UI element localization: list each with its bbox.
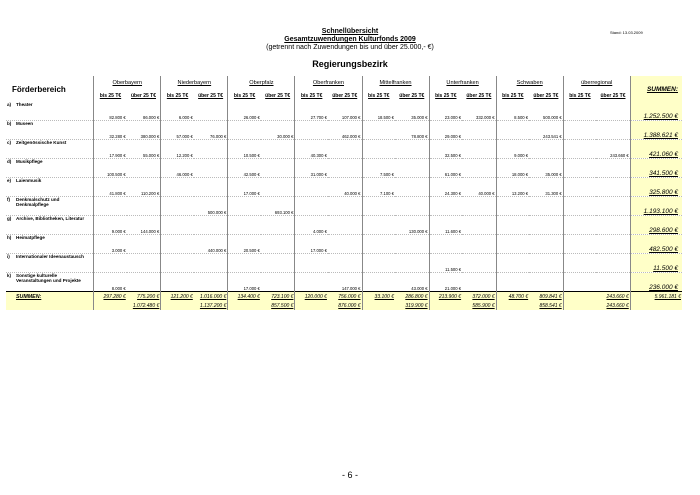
cell-value (295, 273, 328, 292)
cell-value (563, 273, 596, 292)
row-index: b) (7, 121, 12, 126)
cell-value (328, 254, 362, 273)
cell-value (328, 140, 362, 159)
row-label (6, 273, 94, 292)
cell-value: 40.300 € (295, 140, 328, 159)
cell-value (127, 197, 161, 216)
cell-value (563, 235, 596, 254)
cell-value (462, 140, 496, 159)
stand-date: Stand: 13.03.2009 (610, 30, 643, 35)
row-total: 11.500 € (630, 254, 682, 273)
cell-value (362, 216, 395, 235)
table-row (6, 102, 682, 121)
row-name: Internationaler Ideenaustausch (16, 254, 84, 259)
cell-value (596, 273, 630, 292)
cell-value (261, 178, 295, 197)
cell-value (596, 197, 630, 216)
subheader-bis: bis 25 T€ (228, 90, 261, 102)
cell-value: 107.000 € (328, 102, 362, 121)
cell-value: 23.000 € (429, 102, 462, 121)
cell-value (563, 178, 596, 197)
cell-value: 86.000 € (127, 102, 161, 121)
sum-value: 134.400 € (228, 292, 261, 302)
cell-value (529, 235, 563, 254)
sum-value: 756.000 € (328, 292, 362, 302)
cell-value: 130.000 € (395, 216, 429, 235)
cell-value: 7.100 € (362, 178, 395, 197)
subheader-ueber: über 25 T€ (332, 93, 358, 99)
sum-value: 213.900 € (429, 292, 462, 302)
row-total: 1.193.100 € (630, 197, 682, 216)
row-name: Archive, Bibliotheken, Literatur (16, 216, 85, 221)
cell-value (261, 159, 295, 178)
cell-value: 57.000 € (161, 121, 194, 140)
table-row (6, 216, 682, 235)
cell-value: 29.000 € (429, 121, 462, 140)
cell-value: 380.000 € (127, 121, 161, 140)
sum-value: 120.000 € (295, 292, 328, 302)
cell-value (563, 197, 596, 216)
cell-value: 55.000 € (127, 140, 161, 159)
row-name: Sonstige kulturelle Veranstaltungen und Projekte (16, 273, 81, 283)
cell-value: 27.700 € (295, 102, 328, 121)
row-total: 298.600 € (630, 216, 682, 235)
cell-value: 693.100 € (261, 197, 295, 216)
row-name: Denkmalschutz und Denkmalpflege (16, 197, 60, 207)
cell-value (596, 102, 630, 121)
cell-value (429, 235, 462, 254)
cell-value (261, 216, 295, 235)
subheader-bis: bis 25 T€ (295, 90, 328, 102)
cell-value (161, 235, 194, 254)
cell-value (563, 254, 596, 273)
subheader-ueber: über 25 T€ (533, 93, 559, 99)
cell-value: 18.000 € (496, 159, 529, 178)
cell-value (596, 159, 630, 178)
cell-value: 32.500 € (429, 140, 462, 159)
cell-value (261, 273, 295, 292)
cell-value: 440.000 € (194, 235, 228, 254)
cell-value (529, 273, 563, 292)
cell-value (462, 273, 496, 292)
table-row (6, 121, 682, 140)
row-label (6, 178, 94, 197)
table-row (6, 273, 682, 292)
region-header: Mittelfranken (362, 76, 429, 90)
cell-value: 82.800 € (94, 102, 127, 121)
sum-value: 723.100 € (261, 292, 295, 302)
cell-value (228, 121, 261, 140)
subheader-ueber: über 25 T€ (399, 93, 425, 99)
cell-value (127, 235, 161, 254)
cell-value (596, 235, 630, 254)
cell-value (395, 159, 429, 178)
subheader-bis: bis 25 T€ (161, 90, 194, 102)
subheader-bis: bis 25 T€ (429, 90, 462, 102)
cell-value (127, 254, 161, 273)
cell-value: 9.000 € (496, 140, 529, 159)
cell-value (362, 254, 395, 273)
title-gesamtzuwendungen: Gesamtzuwendungen Kulturfonds 2009 (284, 36, 416, 43)
cell-value (328, 159, 362, 178)
cell-value: 76.000 € (194, 121, 228, 140)
sum-value (563, 292, 596, 302)
sum-value: 121.200 € (161, 292, 194, 302)
cell-value (362, 273, 395, 292)
row-name: Musikpflege (16, 159, 43, 164)
cell-value: 78.800 € (395, 121, 429, 140)
cell-value: 8.500 € (496, 102, 529, 121)
cell-value (462, 121, 496, 140)
cell-value: 462.000 € (328, 121, 362, 140)
region-combined-total: 1.072.480 € (94, 301, 161, 310)
sum-header: SUMMEN: (630, 76, 682, 102)
cell-value: 11.600 € (429, 216, 462, 235)
region-header: Oberbayern (94, 76, 161, 90)
subheader-bis: bis 25 T€ (563, 90, 596, 102)
row-label (6, 254, 94, 273)
cell-value: 31.000 € (295, 159, 328, 178)
cell-value: 12.200 € (161, 140, 194, 159)
cell-value (261, 235, 295, 254)
cell-value: 31.300 € (529, 178, 563, 197)
cell-value (127, 273, 161, 292)
cell-value (328, 235, 362, 254)
sum-value: 372.000 € (462, 292, 496, 302)
cell-value: 30.000 € (261, 121, 295, 140)
page-number: - 6 - (341, 470, 358, 480)
cell-value: 9.000 € (94, 216, 127, 235)
cell-value (462, 235, 496, 254)
table-row (6, 140, 682, 159)
cell-value: 17.900 € (94, 140, 127, 159)
sum-value: 33.100 € (362, 292, 395, 302)
cell-value: 110.200 € (127, 178, 161, 197)
row-index: c) (7, 140, 12, 145)
cell-value (596, 121, 630, 140)
cell-value (194, 140, 228, 159)
title-subtitle: (getrennt nach Zuwendungen bis und über 25.000,- €) (266, 44, 434, 51)
row-name: Museen (16, 121, 34, 126)
cell-value (395, 254, 429, 273)
row-name: Zeitgenössische Kunst (16, 140, 67, 145)
cell-value (261, 102, 295, 121)
table-row (6, 197, 682, 216)
cell-value: 332.000 € (462, 102, 496, 121)
subheader-ueber: über 25 T€ (466, 93, 492, 99)
row-total: 1.388.621 € (630, 121, 682, 140)
cell-value (194, 273, 228, 292)
cell-value: 13.200 € (496, 178, 529, 197)
sum-value: 775.200 € (127, 292, 161, 302)
cell-value (362, 235, 395, 254)
region-header: Oberpfalz (228, 76, 295, 90)
cell-value (94, 197, 127, 216)
cell-value (395, 197, 429, 216)
row-name: Theater (16, 102, 33, 107)
cell-value (295, 121, 328, 140)
sums-label: SUMMEN: (6, 292, 94, 302)
cell-value (563, 140, 596, 159)
cell-value (261, 140, 295, 159)
cell-value (563, 102, 596, 121)
cell-value: 17.000 € (295, 235, 328, 254)
cell-value (529, 140, 563, 159)
row-name: Laienmusik (16, 178, 42, 183)
cell-value (94, 254, 127, 273)
region-header: Niederbayern (161, 76, 228, 90)
cell-value (563, 159, 596, 178)
cell-value: 10.500 € (228, 140, 261, 159)
cell-value: 147.000 € (328, 273, 362, 292)
table-row (6, 159, 682, 178)
cell-value (529, 216, 563, 235)
cell-value (496, 121, 529, 140)
cell-value (596, 216, 630, 235)
row-total: 236.000 € (630, 273, 682, 292)
cell-value (462, 216, 496, 235)
corner-label: Förderbereich (12, 84, 66, 94)
subheader-ueber: über 25 T€ (265, 93, 291, 99)
title-regierungsbezirk: Regierungsbezirk (312, 59, 388, 69)
combined-label-empty (6, 301, 94, 310)
cell-value (496, 216, 529, 235)
cell-value (194, 159, 228, 178)
cell-value: 35.000 € (529, 159, 563, 178)
region-header: Oberfranken (295, 76, 362, 90)
subheader-bis: bis 25 T€ (94, 90, 127, 102)
cell-value (496, 197, 529, 216)
combined-total-empty (630, 301, 682, 310)
sums-row (6, 292, 682, 302)
cell-value: 40.000 € (462, 178, 496, 197)
row-label (6, 159, 94, 178)
cell-value: 6.000 € (161, 102, 194, 121)
region-combined-total: 876.000 € (295, 301, 362, 310)
row-total: 482.500 € (630, 235, 682, 254)
region-header: überregional (563, 76, 630, 90)
row-index: a) (7, 102, 12, 107)
table-row (6, 235, 682, 254)
row-label (6, 235, 94, 254)
cell-value (328, 197, 362, 216)
cell-value (362, 121, 395, 140)
sum-value: 297.280 € (94, 292, 127, 302)
cell-value: 35.000 € (395, 102, 429, 121)
row-index: g) (7, 216, 12, 221)
cell-value (596, 254, 630, 273)
row-total: 325.800 € (630, 178, 682, 197)
cell-value: 32.280 € (94, 121, 127, 140)
cell-value (395, 235, 429, 254)
row-name: Heimatpflege (16, 235, 45, 240)
cell-value: 26.000 € (228, 102, 261, 121)
cell-value: 17.000 € (228, 178, 261, 197)
cell-value (429, 197, 462, 216)
cell-value: 100.500 € (94, 159, 127, 178)
row-index: d) (7, 159, 12, 164)
cell-value (228, 197, 261, 216)
cell-value (127, 159, 161, 178)
cell-value (496, 235, 529, 254)
region-combined-total: 858.541 € (496, 301, 563, 310)
subheader-bis: bis 25 T€ (496, 90, 529, 102)
cell-value: 61.000 € (429, 159, 462, 178)
row-label (6, 102, 94, 121)
cell-value: 24.300 € (429, 178, 462, 197)
cell-value (395, 178, 429, 197)
cell-value (563, 216, 596, 235)
row-total: 341.500 € (630, 159, 682, 178)
funding-table (6, 76, 682, 310)
table-row (6, 178, 682, 197)
subheader-ueber: über 25 T€ (131, 93, 157, 99)
cell-value: 46.000 € (161, 159, 194, 178)
cell-value (362, 140, 395, 159)
cell-value (462, 254, 496, 273)
cell-value (161, 216, 194, 235)
region-header: Schwaben (496, 76, 563, 90)
region-combined-total: 585.900 € (429, 301, 496, 310)
cell-value (161, 178, 194, 197)
cell-value: 41.800 € (94, 178, 127, 197)
cell-value: 4.000 € (295, 216, 328, 235)
cell-value (496, 254, 529, 273)
cell-value (295, 254, 328, 273)
row-label (6, 121, 94, 140)
cell-value: 144.000 € (127, 216, 161, 235)
cell-value (161, 273, 194, 292)
row-label (6, 216, 94, 235)
row-index: i) (7, 254, 10, 259)
cell-value: 11.500 € (429, 254, 462, 273)
row-index: f) (7, 197, 11, 202)
sum-value: 286.800 € (395, 292, 429, 302)
cell-value (228, 254, 261, 273)
row-index: k) (7, 273, 12, 278)
cell-value (462, 159, 496, 178)
cell-value: 500.000 € (194, 197, 228, 216)
cell-value (462, 197, 496, 216)
cell-value (295, 197, 328, 216)
cell-value (496, 273, 529, 292)
cell-value (261, 254, 295, 273)
subheader-bis: bis 25 T€ (362, 90, 395, 102)
cell-value (295, 178, 328, 197)
cell-value (529, 254, 563, 273)
table-row (6, 254, 682, 273)
cell-value (194, 178, 228, 197)
sum-value: 48.700 € (496, 292, 529, 302)
sum-value: 1.016.000 € (194, 292, 228, 302)
cell-value (395, 140, 429, 159)
cell-value (563, 121, 596, 140)
cell-value: 8.000 € (94, 273, 127, 292)
cell-value: 43.000 € (395, 273, 429, 292)
subheader-ueber: über 25 T€ (600, 93, 626, 99)
region-combined-total: 1.137.200 € (161, 301, 228, 310)
region-combined-total: 243.660 € (563, 301, 630, 310)
cell-value (161, 254, 194, 273)
row-label (6, 197, 94, 216)
sum-value: 243.660 € (596, 292, 630, 302)
sum-value: 809.841 € (529, 292, 563, 302)
row-total: 1.252.500 € (630, 102, 682, 121)
cell-value (194, 216, 228, 235)
cell-value: 20.500 € (228, 235, 261, 254)
cell-value: 243.541 € (529, 121, 563, 140)
cell-value: 21.000 € (429, 273, 462, 292)
cell-value: 500.000 € (529, 102, 563, 121)
row-index: e) (7, 178, 12, 183)
region-combined-total: 857.500 € (228, 301, 295, 310)
region-combined-total: 319.900 € (362, 301, 429, 310)
cell-value (161, 197, 194, 216)
cell-value: 243.660 € (596, 140, 630, 159)
cell-value: 3.000 € (94, 235, 127, 254)
row-label (6, 140, 94, 159)
cell-value (194, 254, 228, 273)
cell-value (596, 178, 630, 197)
row-index: h) (7, 235, 12, 240)
cell-value: 7.500 € (362, 159, 395, 178)
cell-value: 40.000 € (328, 178, 362, 197)
cell-value (362, 197, 395, 216)
title-schnelluebersicht: Schnellübersicht (321, 28, 379, 35)
row-total: 421.060 € (630, 140, 682, 159)
cell-value (228, 216, 261, 235)
combined-row (6, 301, 682, 310)
cell-value (328, 216, 362, 235)
cell-value: 18.500 € (362, 102, 395, 121)
grand-total: 5.961.181 € (630, 292, 682, 302)
cell-value: 42.500 € (228, 159, 261, 178)
cell-value (529, 197, 563, 216)
region-header: Unterfranken (429, 76, 496, 90)
subheader-ueber: über 25 T€ (198, 93, 224, 99)
cell-value: 17.000 € (228, 273, 261, 292)
cell-value (194, 102, 228, 121)
